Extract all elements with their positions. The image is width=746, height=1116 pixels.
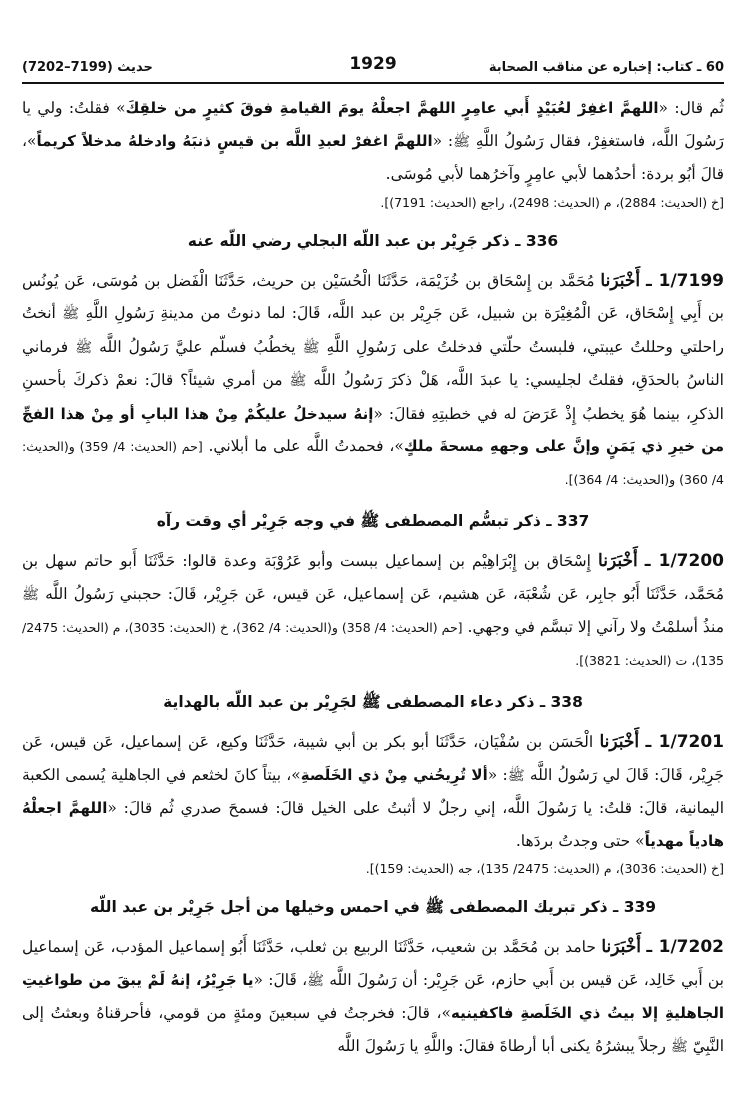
page-body xyxy=(22,92,724,1116)
salawat-glyph: ﷺ xyxy=(289,373,307,389)
text-run: يخطُبُ فسلّم عليَّ رَسُولُ اللَّه xyxy=(92,337,303,356)
text-run: : « xyxy=(432,131,454,150)
section-heading-337: 337 ـ ذكر تبسُّم المصطفى ﷺ في وجه جَرِيْر أي وقت رآه xyxy=(156,512,590,530)
text-run: » فقلتُ: ولي يا رَسُولَ اللَّه، فاستغفِرْ، فقال رَسُولُ اللَّهِ xyxy=(22,99,724,150)
prophetic-quote: إنهُ سيدخلُ عليكُمْ مِنْ هذا البابِ أو مِنْ هذا الفجِّ من خيرِ ذي يَمَنٍ وإنَّ على وجههِ مسحةَ ملكٍ xyxy=(22,404,724,455)
chapter-title: 60 ـ كتاب: إخباره عن مناقب الصحابة xyxy=(488,59,724,75)
prophetic-quote: اللهمَّ اجعلْهُ هادياً مهدياً xyxy=(22,799,724,850)
text-run: منذُ أسلمْتُ ولا رآني إلا تبسَّم في وجهي. xyxy=(467,618,725,636)
chain-keyword: أَخْبَرَنا xyxy=(601,937,641,957)
salawat-glyph: ﷺ xyxy=(453,133,471,150)
running-header xyxy=(22,52,724,84)
salawat-glyph: ﷺ xyxy=(507,767,525,784)
hadith-number: 1/7202 ـ xyxy=(646,937,724,957)
page-number: 1929 xyxy=(349,54,397,74)
salawat-glyph: ﷺ xyxy=(670,1038,688,1055)
prophetic-quote: اللهمَّ اغفرْ لعبدِ اللَّه بن قيسٍ ذنبَهُ وادخلهُ مدخلاً كريماً xyxy=(36,131,433,150)
hadith-range: حديث (7199–7202) xyxy=(22,59,153,75)
text-run: » حتى وجدتُ بردَها. xyxy=(515,831,645,850)
hadith-reference: [حم (الحديث: 4/ 358) و(الحديث: 4/ 362)، خ (الحديث: 3035)، م (الحديث: 2475/ 135)، ت (الحديث: 3821)]. xyxy=(22,620,724,668)
text-run: رجلاً يبشرُهُ يكنى أبا أرطاةَ فقالَ: واللَّهِ يا رَسُولَ اللَّه xyxy=(337,1036,671,1055)
salawat-glyph: ﷺ xyxy=(75,339,93,356)
chain-keyword: أَخْبَرَنا xyxy=(600,270,641,291)
hadith-reference: [خ (الحديث: 2884)، م (الحديث: 2498)، راجع (الحديث: 7191)]. xyxy=(380,194,724,210)
hadith-number: 1/7201 ـ xyxy=(645,732,725,752)
paragraph-continued xyxy=(22,92,724,191)
hadith-7201 xyxy=(22,726,724,857)
text-run: إِسْحَاق بن إِبْرَاهِيْم بن إسماعيل ببست وأبو عَرُوْبَة وعدة قالوا: حَدَّثَنَا أَبو حاتم سهل بن مُحَمَّد، حَدَّثَنَا أَبُو جابِر، عَن شُعْبَة، عَن هشيم، عَن إسماعيل، عَن قيس، عَن جَرِيْر، قَالَ: حجبني رَسُولُ اللَّه xyxy=(22,552,724,603)
text-run: »، بيتاً كانَ لخثعم في الجاهلية يُسمى الكعبة اليمانية، قالَ: قلتُ: يا رَسُولَ اللَّه، إني رجلٌ لا أثبتُ على الخيل قالَ: فسمحَ صدري ثُم قالَ: « xyxy=(22,765,724,817)
hadith-number: 1/7200 ـ xyxy=(644,551,724,571)
section-heading-338: 338 ـ ذكر دعاء المصطفى ﷺ لجَرِيْر بن عبد اللّه بالهداية xyxy=(163,693,583,711)
hadith-7202 xyxy=(22,931,724,1063)
hadith-reference: [خ (الحديث: 3036)، م (الحديث: 2475/ 135)، جه (الحديث: 159)]. xyxy=(365,861,724,876)
text-run: »، قالَ أبُو بردة: أحدُهما لأبي عامِرٍ وآخرُهما لأبي مُوسَى. xyxy=(22,131,724,183)
text-run: : « xyxy=(487,765,508,784)
text-run: فرماني الناسُ بالحدَقِ، فقلتُ لجليسي: يا عبدَ اللَّه، هَلْ ذكرَ رَسُولُ اللَّه xyxy=(22,337,724,389)
section-heading-339: 339 ـ ذكر تبريك المصطفى ﷺ في احمس وخيلها من أجل جَرِيْر بن عبد اللّه xyxy=(89,898,657,916)
text-run: من أمري شيئاً؟ قالَ: نعمْ ذكركَ بأحسنِ الذكرِ، بينما هُوَ يخطبُ إِذْ عَرَضَ له في خطبتِهِ فقالَ: « xyxy=(22,371,724,423)
section-heading-336: 336 ـ ذكر جَرِيْر بن عبد اللّه البجلي رضي اللّه عنه xyxy=(187,231,559,250)
text-run: »، فحمدتُ اللَّه على ما أبلاني. xyxy=(208,437,404,455)
text-run: ثُم قال: « xyxy=(658,99,724,117)
hadith-7200 xyxy=(22,545,724,676)
prophetic-quote: ألا تُرِيحُني مِنْ ذي الخَلَصةِ xyxy=(300,765,488,784)
text-run: الْحَسَن بن سُفْيَان، حَدَّثَنَا أبو بكر بن أبي شيبة، حَدَّثَنَا وكيع، عَن إسماعيل، عَن قيس، عَن جَرِيْر، قَالَ: قَالَ لي رَسُولُ اللَّه xyxy=(22,733,724,784)
salawat-glyph: ﷺ xyxy=(307,972,324,989)
text-run: »، قالَ: فخرجتُ في سبعينَ ومئةٍ من قومي، فأحرقناهُ وبعثتُ إلى النَّبِيّ xyxy=(22,1004,724,1055)
salawat-glyph: ﷺ xyxy=(62,306,80,322)
hadith-reference: [حم (الحديث: 4/ 359) و(الحديث: 4/ 360) و(الحديث: 4/ 364)]. xyxy=(22,439,724,487)
text-run: أنختُ راحلتي وحللتُ عيبتي، فلبستُ حلّتي فدخلتُ على رَسُولِ اللَّهِ xyxy=(22,304,724,356)
hadith-7199 xyxy=(22,265,724,496)
prophetic-quote: اللهمَّ اغفِرْ لعُبَيْدٍ أَبي عامِرٍ اللهمَّ اجعلْهُ يومَ القيامةِ فوقَ كثيرٍ من خلقِكَ xyxy=(125,99,659,117)
text-run: مُحَمَّد بن إِسْحَاق بن خُزَيْمَة، حَدَّثَنَا الْحُسَيْن بن حريث، حَدَّثَنَا الْفَضل بن مُوسَى، عَن يُونُس بن أَبِي إِسْحَاق، عَن الْمُغِيْرَة بن شبيل، عَن جَرِيْر بن عبد اللَّه، قَالَ: لما دنوتُ من مدينةِ رَسُولِ اللَّهِ xyxy=(22,271,725,322)
salawat-glyph: ﷺ xyxy=(22,586,39,603)
text-run: حامد بن مُحَمَّد بن شعيب، حَدَّثَنَا الربيع بن ثعلب، حَدَّثَنَا أَبُو إسماعيل المؤدب، عَن إسماعيل بن أَبي خَالِد، عَن قيس بن أَبي حازم، عَن جَرِيْر: أن رَسُولَ اللَّه xyxy=(22,938,724,989)
hadith-number: 1/7199 ـ xyxy=(645,270,724,291)
chain-keyword: أَخْبَرَنا xyxy=(599,732,640,752)
chain-keyword: أَخْبَرَنا xyxy=(598,551,638,571)
prophetic-quote: يا جَرِيْرُ، إنهُ لَمْ يبقَ من طواغيتِ الجاهليةِ إلا بيتُ ذي الخَلَصةِ فاكفينيه xyxy=(22,970,724,1022)
salawat-glyph: ﷺ xyxy=(302,339,320,356)
text-run: ، قَالَ: « xyxy=(253,970,308,989)
